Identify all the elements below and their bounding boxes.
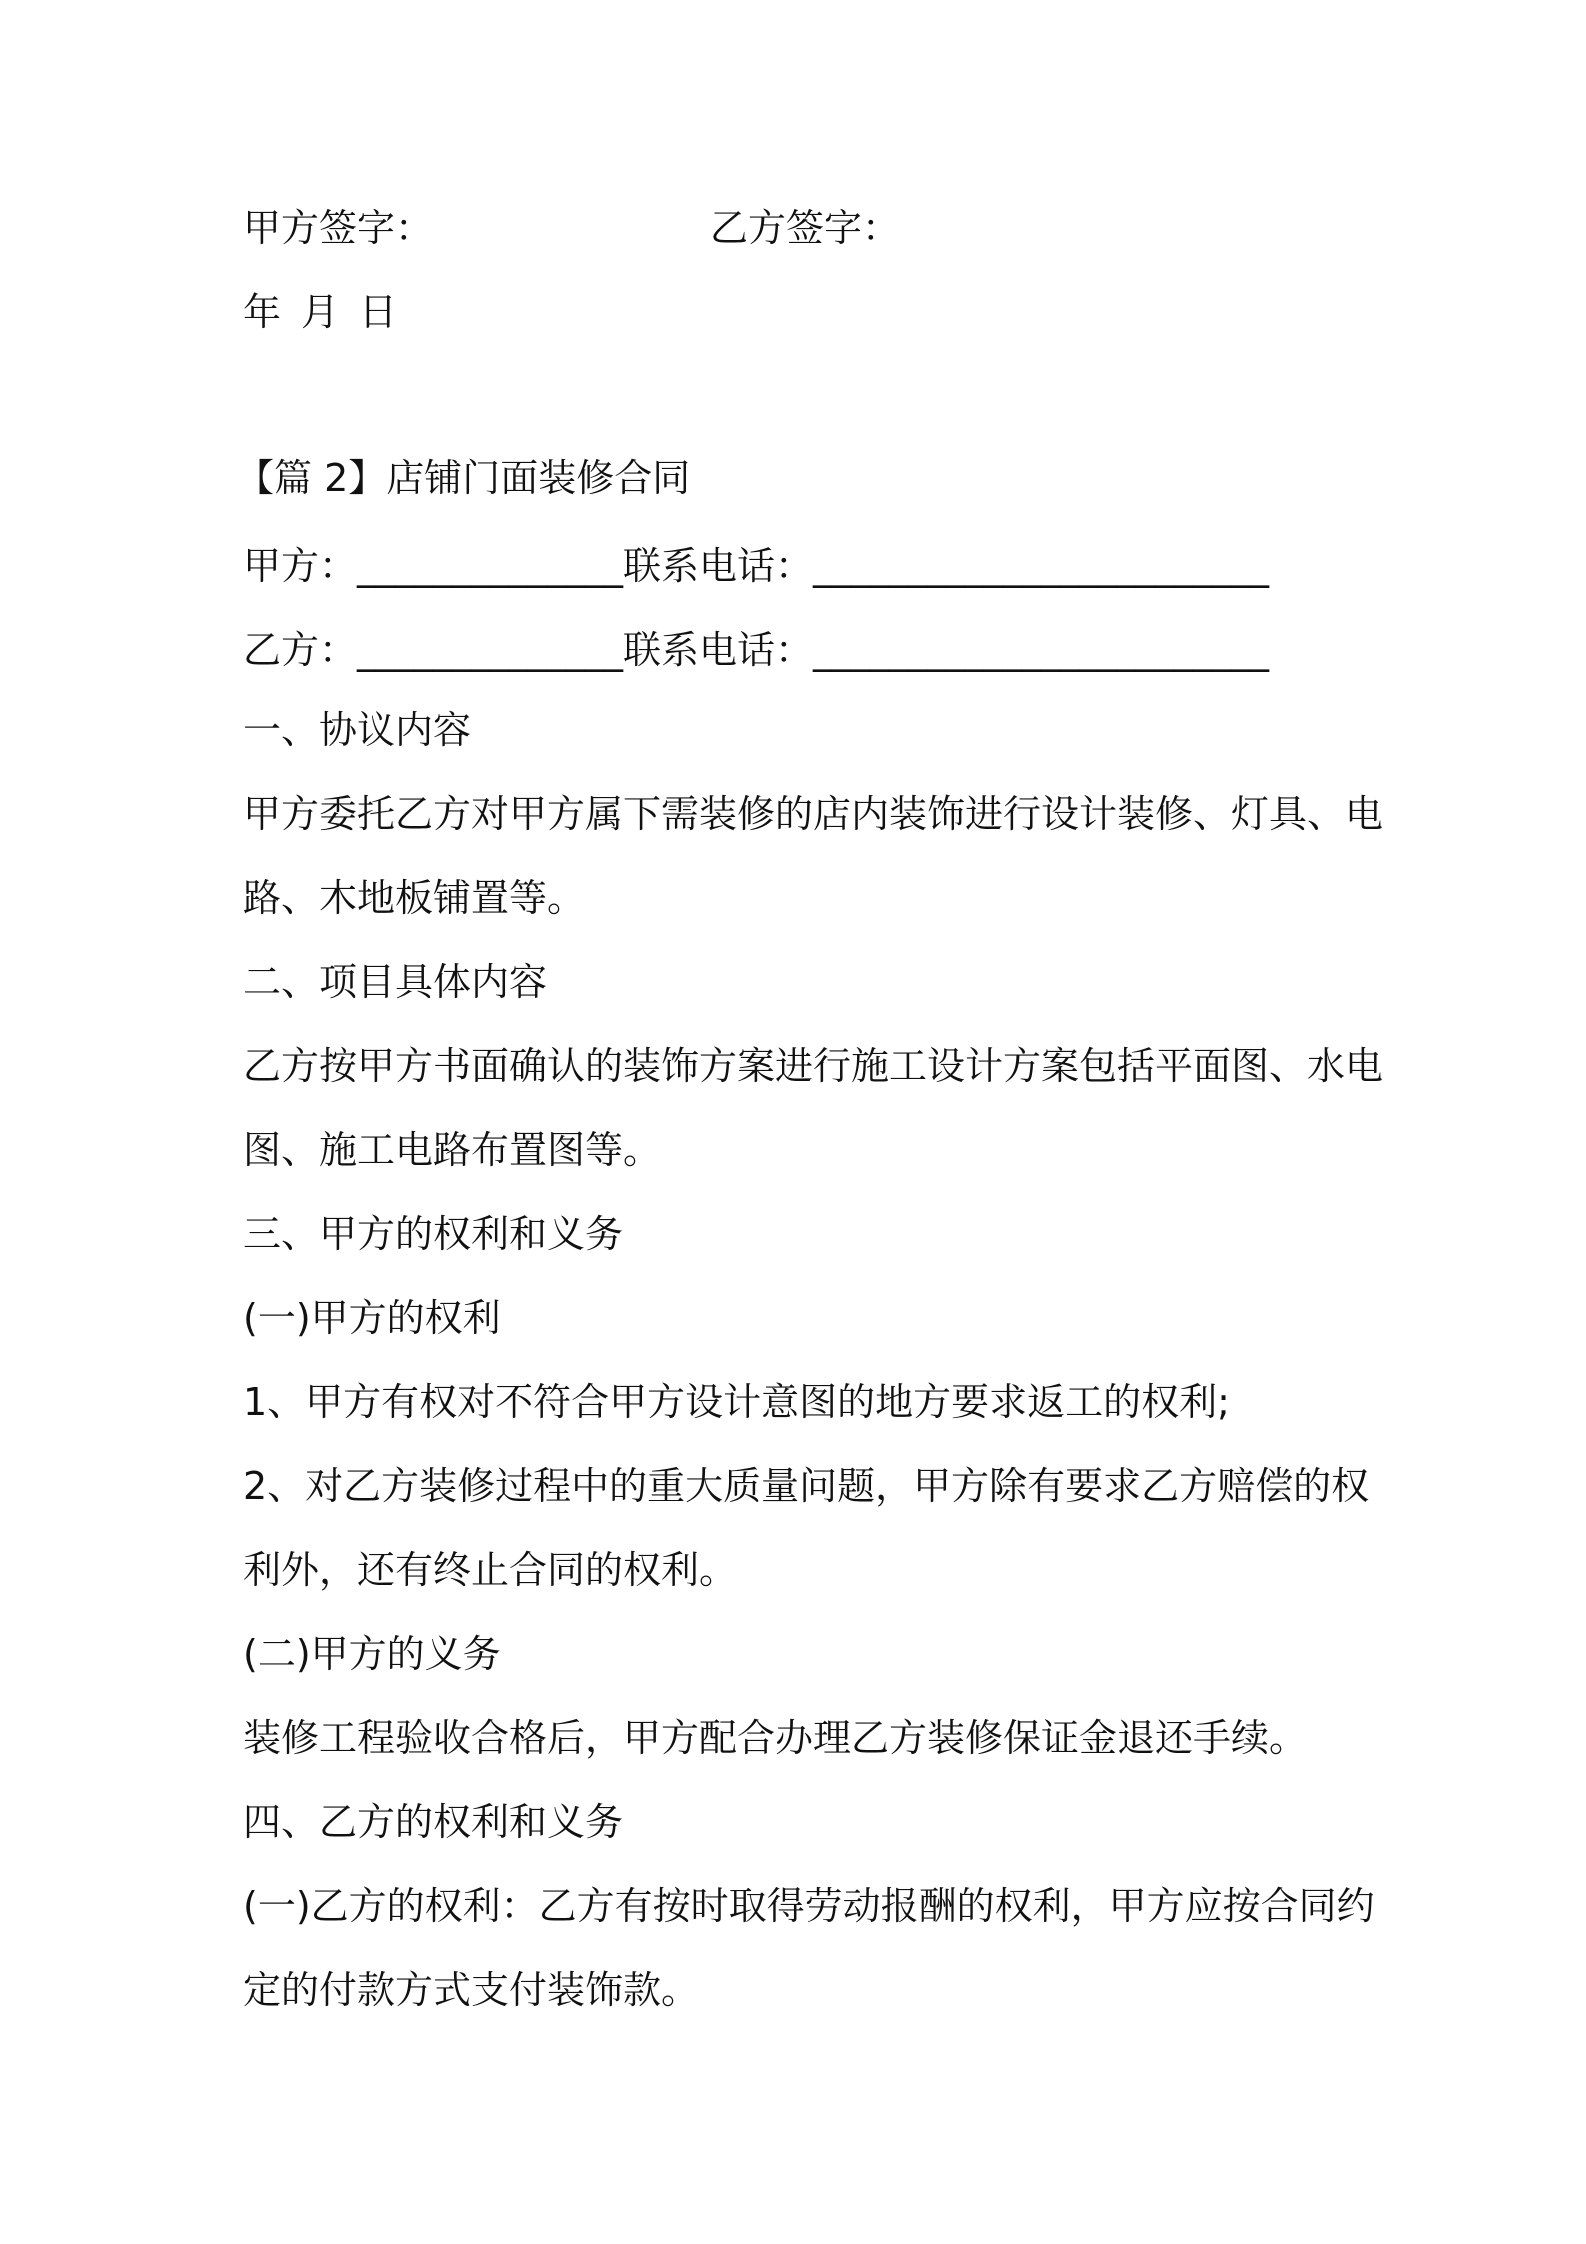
clause-line: 2、对乙方装修过程中的重大质量问题，甲方除有要求乙方赔偿的权 [243,1464,1370,1508]
clause-line: 1、甲方有权对不符合甲方设计意图的地方要求返工的权利; [243,1380,1230,1424]
paragraph-line: 乙方按甲方书面确认的装饰方案进行施工设计方案包括平面图、水电 [243,1044,1384,1088]
section-title: 【篇 2】店铺门面装修合同 [236,456,691,500]
clause-line: 利外，还有终止合同的权利。 [243,1548,738,1592]
paragraph-line: 路、木地板铺置等。 [243,876,586,920]
paragraph-line: 装修工程验收合格后，甲方配合办理乙方装修保证金退还手续。 [243,1716,1308,1760]
heading-party-a-rights-duties: 三、甲方的权利和义务 [243,1212,624,1256]
party-b-contact-line: 乙方：______________联系电话：________________________ [243,628,1270,672]
date-month: 月 [301,290,340,334]
date-year: 年 [243,290,282,334]
heading-party-b-rights-duties: 四、乙方的权利和义务 [243,1800,624,1844]
paragraph-line: 甲方委托乙方对甲方属下需装修的店内装饰进行设计装修、灯具、电 [243,792,1384,836]
party-b-signature-label: 乙方签字： [710,206,901,250]
heading-agreement-content: 一、协议内容 [243,708,472,752]
paragraph-line: (一)乙方的权利：乙方有按时取得劳动报酬的权利，甲方应按合同约 [243,1884,1375,1928]
paragraph-line: 图、施工电路布置图等。 [243,1128,662,1172]
subheading-party-a-rights: (一)甲方的权利 [243,1296,501,1340]
party-a-signature-label: 甲方签字： [243,206,434,250]
heading-project-details: 二、项目具体内容 [243,960,548,1004]
signature-date [243,288,1363,336]
date-day: 日 [359,290,398,334]
subheading-party-a-duties: (二)甲方的义务 [243,1632,501,1676]
party-a-contact-line: 甲方：______________联系电话：________________________ [243,544,1270,588]
paragraph-line: 定的付款方式支付装饰款。 [243,1968,700,2012]
